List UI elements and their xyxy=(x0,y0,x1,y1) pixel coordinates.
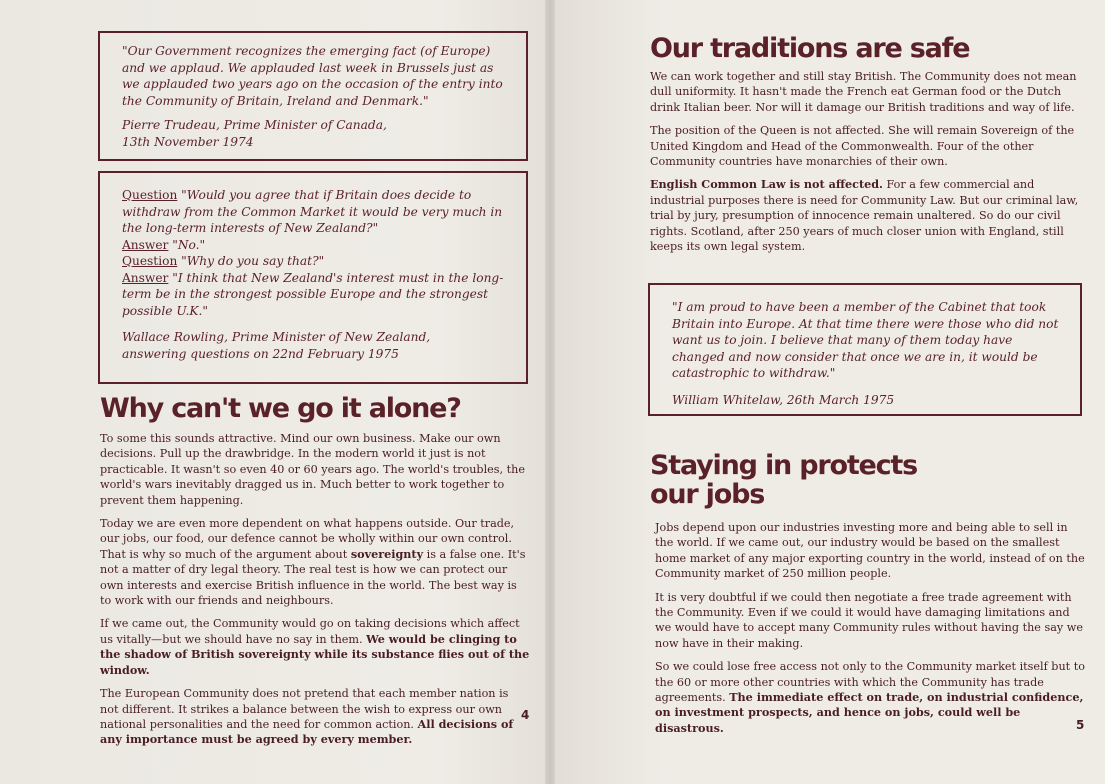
heading-go-it-alone: Why can't we go it alone? xyxy=(100,393,461,424)
rowling-attribution-line2: answering questions on 22nd February 1975 xyxy=(122,346,399,361)
question-label: Question xyxy=(122,254,178,268)
trudeau-attribution-line1: Pierre Trudeau, Prime Minister of Canada, xyxy=(122,118,387,132)
page-number-right: 5 xyxy=(1076,718,1085,732)
right-body-text-top xyxy=(650,69,1082,262)
right-paragraph-4: Jobs depend upon our industries investing more and being able to sell in the world. If we came out, our industry would be based on the smallest home market of any major exporting country in the world, instead of on the Community market of 250 million people. xyxy=(655,521,1085,581)
answer-2-text: "I think that New Zealand's interest must in the long-term be in the strongest possible Europe and the strongest possible U.K." xyxy=(122,270,504,318)
answer-1-text: "No." xyxy=(172,237,206,252)
right-paragraph-2: The position of the Queen is not affected. She will remain Sovereign of the United Kingdom and Head of the Commonwealth. Four of the other Community countries have monarchies of their own. xyxy=(650,124,1075,169)
right-paragraph-3: English Common Law is not affected. For a few commercial and industrial purposes there is need for Community Law. But our criminal law, trial by jury, presumption of innocence remain unaltered. So do our civil rights. Scotland, after 250 years of much closer union with England, still keeps its own legal system. xyxy=(650,177,1079,254)
right-paragraph-5: It is very doubtful if we could then negotiate a free trade agreement with the Community. Even if we could it would have damaging limitations and we would have to accept many Community rules without having the say we now have in their making. xyxy=(655,590,1083,650)
left-paragraph-3: If we came out, the Community would go on taking decisions which affect us vitally—but we should have no say in them. We would be clinging to the shadow of British sovereignty while its substance flies out of the window. xyxy=(100,617,530,677)
heading-protects-jobs xyxy=(650,451,917,509)
page-number-left: 4 xyxy=(521,708,530,722)
heading-traditions-safe: Our traditions are safe xyxy=(650,33,970,64)
right-paragraph-1: We can work together and still stay British. The Community does not mean dull uniformity. It hasn't made the French eat German food or the Dutch drink Italian beer. Nor will it damage our British traditions and way of life. xyxy=(650,70,1077,114)
question-1-text: "Would you agree that if Britain does decide to withdraw from the Common Market it would be very much in the long-term interests of New Zealand?" xyxy=(122,188,503,235)
left-paragraph-1: To some this sounds attractive. Mind our own business. Make our own decisions. Pull up the drawbridge. In the modern world it just is not practicable. It wasn't so even 40 or 60 years ago. The world's troubles, the world's wars inevitably dragged us in. Much better to work together to prevent them happening. xyxy=(100,432,525,507)
left-body-text xyxy=(100,431,530,756)
question-2-text: "Why do you say that?" xyxy=(181,254,325,268)
question-label: Question xyxy=(122,188,178,202)
whitelaw-attribution: William Whitelaw, 26th March 1975 xyxy=(672,392,895,407)
interview-answer-2 xyxy=(122,270,512,320)
left-paragraph-4: The European Community does not pretend that each member nation is not different. It strikes a balance between the wish to express our own national personalities and the need for common action. All decisions of any importance must be agreed by every member. xyxy=(100,687,514,747)
heading-protects-jobs-line2: our jobs xyxy=(650,479,765,510)
interview-question-2 xyxy=(122,253,512,270)
interview-answer-1 xyxy=(122,237,512,254)
whitelaw-quote-box xyxy=(648,283,1082,416)
left-paragraph-2: Today we are even more dependent on what happens outside. Our trade, our jobs, our food, our defence cannot be wholly within our own control. That is why so much of the argument about sovereignty is a false one. It's not a matter of dry legal theory. The real test is how we can protect our own interests and exercise British influence in the world. The best way is to work with our friends and neighbours. xyxy=(100,517,526,608)
rowling-attribution-line1: Wallace Rowling, Prime Minister of New Zealand, xyxy=(122,330,431,344)
answer-label: Answer xyxy=(122,270,169,285)
page-gutter xyxy=(545,0,555,784)
right-body-text-bottom xyxy=(655,520,1085,744)
rowling-interview-box xyxy=(98,171,528,384)
heading-protects-jobs-line1: Staying in protects xyxy=(650,450,918,481)
interview-question-1 xyxy=(122,187,512,237)
answer-label: Answer xyxy=(122,237,169,252)
trudeau-quote-box xyxy=(98,31,528,161)
right-paragraph-6: So we could lose free access not only to the Community market itself but to the 60 or more other countries with which the Community has trade agreements. The immediate effect on trade, on industrial confidence, on investment prospects, and hence on jobs, could well be disastrous. xyxy=(655,660,1085,735)
trudeau-attribution-line2: 13th November 1974 xyxy=(122,134,254,149)
trudeau-quote-text: "Our Government recognizes the emerging fact (of Europe) and we applaud. We applauded last week in Brussels just as we applauded two years ago on the occasion of the entry into the Community of Britain, Ireland and Denmark." xyxy=(122,44,503,108)
whitelaw-quote-text: "I am proud to have been a member of the Cabinet that took Britain into Europe. At that time there were those who did not want us to join. I believe that many of them today have changed and now consider that once we are in, it would be catastrophic to withdraw." xyxy=(672,300,1059,380)
